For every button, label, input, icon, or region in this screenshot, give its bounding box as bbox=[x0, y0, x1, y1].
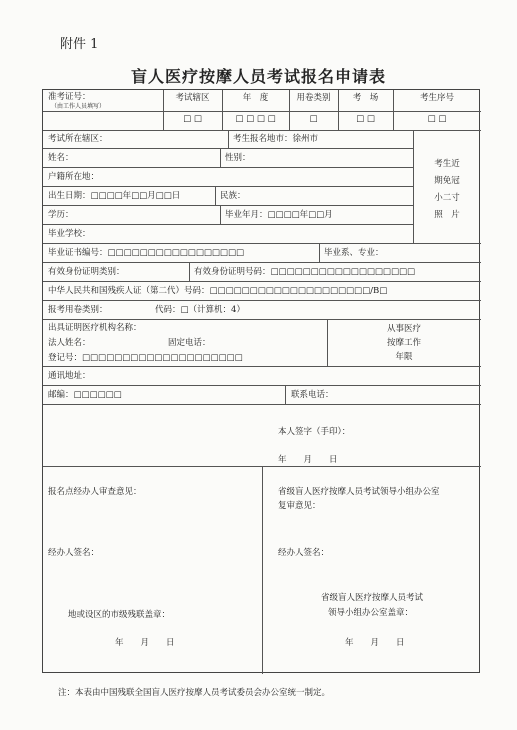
photo-text-line: 期免冠 bbox=[434, 176, 460, 186]
box-paper-type[interactable]: □ bbox=[309, 114, 318, 124]
paper-type-field[interactable]: 报考用卷类别： bbox=[48, 305, 108, 315]
reg-no-field[interactable]: 登记号：□□□□□□□□□□□□□□□□□□□□ bbox=[48, 353, 243, 363]
household-field[interactable]: 户籍所在地： bbox=[48, 172, 100, 182]
legal-person-field[interactable]: 法人姓名： bbox=[48, 338, 91, 348]
annex-label: 附件 1 bbox=[60, 37, 99, 52]
photo-text-line: 考生近 bbox=[434, 159, 460, 169]
name-field[interactable]: 姓名： bbox=[48, 153, 74, 163]
grid-line bbox=[43, 243, 481, 244]
grid-line bbox=[228, 130, 229, 149]
photo-placeholder bbox=[413, 156, 481, 224]
form-title: 盲人医疗按摩人员考试报名申请表 bbox=[130, 67, 386, 86]
col-header-exam-room: 考 场 bbox=[352, 93, 379, 103]
box-exam-area[interactable]: □ □ bbox=[183, 114, 202, 124]
phone-field[interactable]: 固定电话： bbox=[168, 338, 211, 348]
grid-line bbox=[215, 186, 216, 205]
photo-text-line: 小二寸 bbox=[434, 193, 460, 203]
grid-line bbox=[43, 319, 481, 320]
id-no-field[interactable]: 有效身份证明号码：□□□□□□□□□□□□□□□□□□ bbox=[194, 267, 416, 277]
review-right-seal: 省级盲人医疗按摩人员考试 bbox=[321, 593, 424, 603]
diploma-no-field[interactable]: 毕业证书编号：□□□□□□□□□□□□□□□□□ bbox=[48, 248, 245, 258]
review-right-title: 省级盲人医疗按摩人员考试领导小组办公室 bbox=[278, 487, 440, 497]
gender-field[interactable]: 性别： bbox=[225, 153, 251, 163]
ethnicity-field[interactable]: 民族： bbox=[220, 191, 246, 201]
grid-line bbox=[43, 300, 481, 301]
photo-text-line: 照 片 bbox=[434, 210, 460, 220]
work-years-line: 按摩工作 bbox=[386, 338, 421, 348]
grid-line bbox=[43, 224, 413, 225]
id-type-field[interactable]: 有效身份证明类别： bbox=[48, 267, 125, 277]
work-years-label bbox=[327, 322, 481, 364]
postcode-field[interactable]: 邮编：□□□□□□ bbox=[48, 390, 122, 400]
grid-line bbox=[43, 130, 481, 131]
application-table bbox=[42, 89, 480, 673]
exam-area-field[interactable]: 考试所在辖区： bbox=[48, 134, 108, 144]
box-seq-no[interactable]: □ □ bbox=[427, 114, 447, 124]
review-left-date: 年 月 日 bbox=[115, 638, 175, 648]
grid-line bbox=[43, 262, 481, 263]
education-field[interactable]: 学历： bbox=[48, 210, 74, 220]
admission-no-note: （由工作人员填写） bbox=[51, 103, 106, 110]
major-field[interactable]: 毕业系、专业： bbox=[324, 248, 384, 258]
grid-line bbox=[43, 205, 413, 206]
grid-line bbox=[189, 262, 190, 281]
address-field[interactable]: 通讯地址： bbox=[48, 371, 91, 381]
box-exam-room[interactable]: □ □ bbox=[356, 114, 375, 124]
institution-field[interactable]: 出具证明医疗机构名称： bbox=[48, 323, 142, 333]
grid-line bbox=[43, 186, 413, 187]
grid-line bbox=[43, 404, 481, 405]
grid-line bbox=[319, 243, 320, 262]
review-right-handler[interactable]: 经办人签名： bbox=[278, 548, 330, 558]
box-year[interactable]: □ □ □ □ bbox=[235, 114, 276, 124]
col-header-paper-type: 用卷类别 bbox=[296, 93, 331, 103]
review-left-seal: 地或设区的市级残联盖章： bbox=[68, 610, 171, 620]
footer-note: 注：本表由中国残联全国盲人医疗按摩人员考试委员会办公室统一制定。 bbox=[58, 688, 331, 698]
work-years-line: 年限 bbox=[395, 352, 413, 362]
col-header-year: 年 度 bbox=[242, 93, 269, 103]
grid-line bbox=[43, 281, 481, 282]
grid-line bbox=[262, 466, 263, 674]
school-field[interactable]: 毕业学校： bbox=[48, 229, 91, 239]
grid-line bbox=[43, 385, 481, 386]
review-right-seal-2: 领导小组办公室盖章： bbox=[328, 608, 414, 618]
grid-line bbox=[220, 205, 221, 224]
signature-label[interactable]: 本人签字（手印）： bbox=[278, 427, 351, 437]
grid-line bbox=[43, 366, 481, 367]
admission-no-label: 准考证号： bbox=[48, 92, 91, 102]
review-right-date: 年 月 日 bbox=[345, 638, 405, 648]
paper-code-field[interactable]: 代码：□（计算机：4） bbox=[155, 305, 245, 315]
grid-line bbox=[43, 111, 481, 112]
work-years-line: 从事医疗 bbox=[386, 324, 421, 334]
col-header-seq-no: 考生序号 bbox=[419, 93, 454, 103]
registration-place-field[interactable]: 考生报名地市：徐州市 bbox=[233, 134, 319, 144]
review-left-title: 报名点经办人审查意见： bbox=[48, 487, 142, 497]
birth-date-field[interactable]: 出生日期：□□□□年□□月□□日 bbox=[48, 191, 181, 201]
review-right-title-2: 复审意见： bbox=[278, 501, 321, 511]
review-left-handler[interactable]: 经办人签名： bbox=[48, 548, 100, 558]
grid-line bbox=[285, 385, 286, 404]
disability-cert-field[interactable]: 中华人民共和国残疾人证（第二代）号码：□□□□□□□□□□□□□□□□□□□□/B□ bbox=[48, 286, 388, 296]
col-header-exam-area: 考试辖区 bbox=[175, 93, 210, 103]
grid-line bbox=[220, 148, 221, 167]
grid-line bbox=[43, 167, 413, 168]
signature-date: 年 月 日 bbox=[278, 455, 338, 465]
grad-date-field[interactable]: 毕业年月：□□□□年□□月 bbox=[225, 210, 333, 220]
contact-phone-field[interactable]: 联系电话： bbox=[291, 390, 334, 400]
